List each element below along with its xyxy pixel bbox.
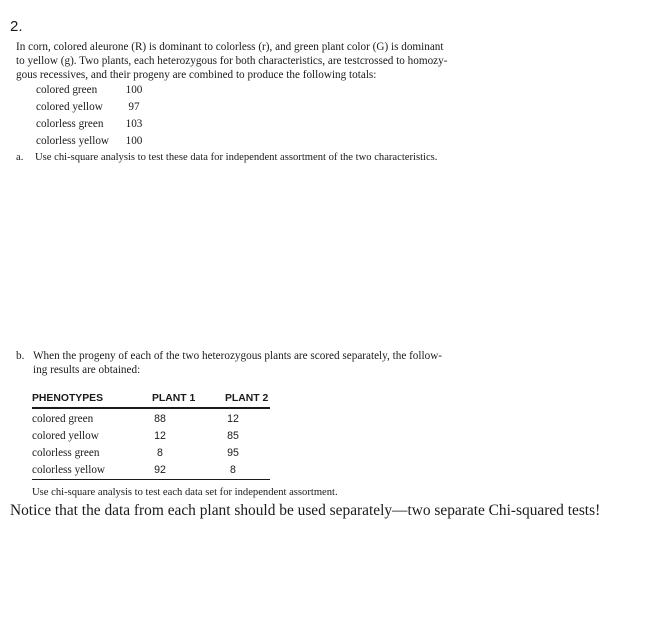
instruction-text: Use chi-square analysis to test each data set for independent assortment. xyxy=(32,487,338,498)
plant2-cell: 85 xyxy=(227,430,239,442)
intro-line: to yellow (g). Two plants, each heterozygous for both characteristics, are testcrossed to homozy- xyxy=(16,55,448,67)
totals-value: 100 xyxy=(125,84,143,96)
phenotype-table xyxy=(0,413,300,481)
totals-label: colored yellow xyxy=(36,101,103,113)
part-a xyxy=(16,152,437,163)
table-header-plant2: PLANT 2 xyxy=(225,393,269,404)
table-header-rule xyxy=(32,407,270,409)
phenotype-cell: colored green xyxy=(32,413,94,425)
table-header-phenotypes: PHENOTYPES xyxy=(32,393,104,404)
part-b-line: ing results are obtained: xyxy=(33,364,141,376)
totals-value: 103 xyxy=(125,118,143,130)
table-row xyxy=(0,413,300,430)
plant1-cell: 12 xyxy=(154,430,166,442)
totals-value: 100 xyxy=(125,135,143,147)
plant2-cell: 95 xyxy=(227,447,239,459)
plant2-cell: 12 xyxy=(227,413,239,425)
totals-label: colored green xyxy=(36,84,98,96)
table-bottom-rule xyxy=(32,479,270,480)
question-intro xyxy=(16,40,496,82)
part-b xyxy=(16,349,442,377)
totals-label: colorless green xyxy=(36,118,104,130)
part-a-text: Use chi-square analysis to test these data for independent assortment of the two characteristics. xyxy=(35,152,438,163)
part-b-letter: b. xyxy=(16,350,25,362)
table-row xyxy=(0,447,300,464)
question-number: 2. xyxy=(10,18,23,35)
plant1-cell: 88 xyxy=(154,413,166,425)
intro-line: gous recessives, and their progeny are combined to produce the following totals: xyxy=(16,69,377,81)
intro-line: In corn, colored aleurone (R) is dominant to colorless (r), and green plant color (G) is dominant xyxy=(16,41,444,53)
part-b-line: When the progeny of each of the two heterozygous plants are scored separately, the follow- xyxy=(33,350,443,362)
totals-label: colorless yellow xyxy=(36,135,110,147)
table-row xyxy=(0,430,300,447)
part-a-letter: a. xyxy=(16,152,24,163)
notice-text: Notice that the data from each plant should be used separately—two separate Chi-squared tests! xyxy=(10,502,601,519)
totals-value: 97 xyxy=(128,101,140,113)
phenotype-cell: colorless yellow xyxy=(32,464,106,476)
plant1-cell: 92 xyxy=(154,464,166,476)
plant2-cell: 8 xyxy=(230,464,236,476)
plant1-cell: 8 xyxy=(157,447,163,459)
phenotype-cell: colorless green xyxy=(32,447,100,459)
table-header-plant1: PLANT 1 xyxy=(152,393,196,404)
phenotype-cell: colored yellow xyxy=(32,430,99,442)
